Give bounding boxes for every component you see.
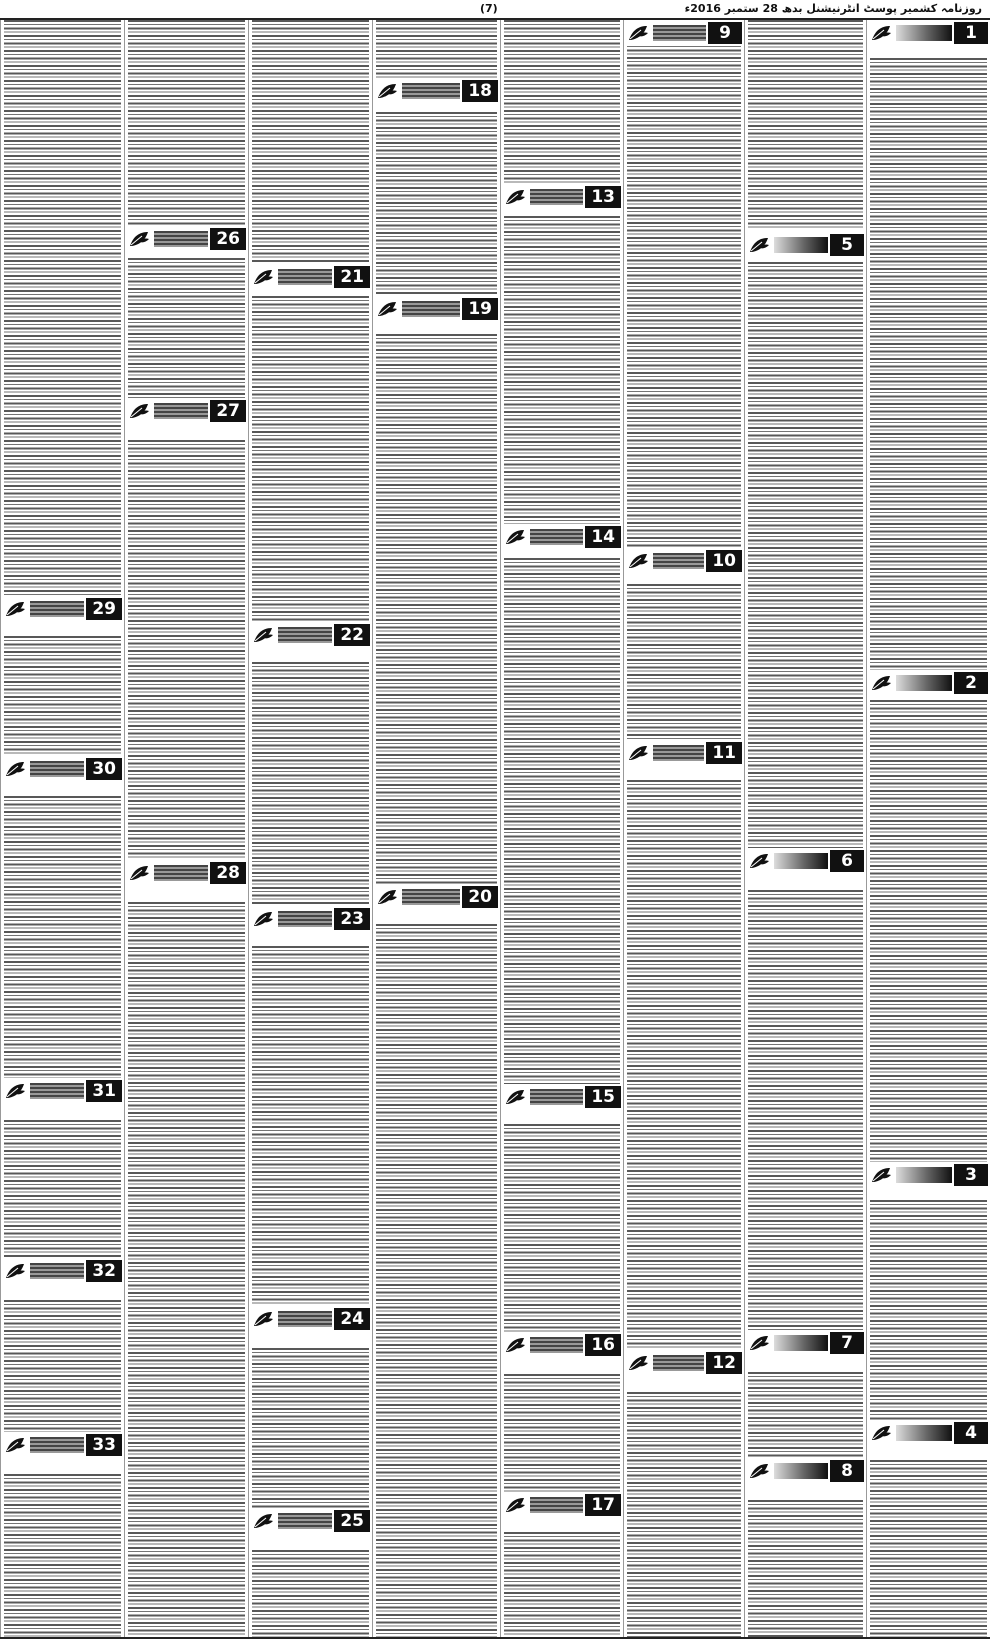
section-number: 17 (585, 1494, 621, 1516)
leaf-icon (250, 266, 276, 288)
leaf-icon (868, 1164, 894, 1186)
section-bar (402, 301, 460, 317)
section-bar (774, 853, 828, 869)
leaf-icon (250, 1308, 276, 1330)
section-bar (154, 403, 208, 419)
section-bar (30, 1437, 84, 1453)
section-badge-5 (746, 232, 864, 258)
section-bar (653, 553, 704, 569)
section-number: 9 (708, 22, 742, 44)
leaf-icon (374, 80, 400, 102)
section-number: 21 (334, 266, 370, 288)
section-number: 28 (210, 862, 246, 884)
leaf-icon (502, 1086, 528, 1108)
section-number: 19 (462, 298, 498, 320)
leaf-icon (625, 22, 651, 44)
section-bar (30, 1263, 84, 1279)
section-bar (278, 911, 332, 927)
section-number: 7 (830, 1332, 864, 1354)
section-badge-26 (126, 226, 246, 252)
section-number: 15 (585, 1086, 621, 1108)
leaf-icon (502, 1334, 528, 1356)
section-number: 11 (706, 742, 742, 764)
section-badge-31 (2, 1078, 122, 1104)
section-badge-8 (746, 1458, 864, 1484)
section-bar (278, 1311, 332, 1327)
section-bar (896, 675, 952, 691)
column-5 (372, 20, 500, 1638)
section-number: 31 (86, 1080, 122, 1102)
column-8 (0, 20, 124, 1638)
section-number: 30 (86, 758, 122, 780)
section-number: 18 (462, 80, 498, 102)
column-7 (124, 20, 248, 1638)
section-bar (154, 231, 208, 247)
page-number: (7) (480, 2, 498, 15)
leaf-icon (2, 1260, 28, 1282)
section-number: 23 (334, 908, 370, 930)
section-badge-16 (502, 1332, 621, 1358)
section-number: 32 (86, 1260, 122, 1282)
section-bar (653, 745, 704, 761)
masthead (0, 0, 990, 20)
section-badge-12 (625, 1350, 742, 1376)
section-badge-10 (625, 548, 742, 574)
section-badge-23 (250, 906, 370, 932)
section-badge-29 (2, 596, 122, 622)
column-2 (744, 20, 866, 1638)
section-bar (402, 889, 460, 905)
section-bar (774, 1463, 828, 1479)
section-number: 10 (706, 550, 742, 572)
page-footer-rule (0, 1637, 990, 1645)
section-number: 33 (86, 1434, 122, 1456)
section-bar (402, 83, 460, 99)
section-bar (278, 627, 332, 643)
section-number: 2 (954, 672, 988, 694)
section-bar (530, 1337, 583, 1353)
leaf-icon (2, 758, 28, 780)
section-bar (774, 1335, 828, 1351)
section-badge-18 (374, 78, 498, 104)
section-badge-19 (374, 296, 498, 322)
section-badge-4 (868, 1420, 988, 1446)
leaf-icon (2, 1080, 28, 1102)
section-bar (530, 1497, 583, 1513)
section-bar (30, 601, 84, 617)
leaf-icon (868, 1422, 894, 1444)
section-bar (530, 529, 583, 545)
section-number: 14 (585, 526, 621, 548)
section-badge-3 (868, 1162, 988, 1188)
section-badge-32 (2, 1258, 122, 1284)
section-bar (530, 1089, 583, 1105)
section-number: 26 (210, 228, 246, 250)
section-bar (278, 269, 332, 285)
leaf-icon (746, 1460, 772, 1482)
section-bar (530, 189, 583, 205)
section-badge-27 (126, 398, 246, 424)
section-badge-6 (746, 848, 864, 874)
section-number: 8 (830, 1460, 864, 1482)
leaf-icon (625, 1352, 651, 1374)
leaf-icon (126, 400, 152, 422)
section-bar (30, 1083, 84, 1099)
section-badge-9 (625, 20, 742, 46)
leaf-icon (746, 850, 772, 872)
leaf-icon (374, 886, 400, 908)
leaf-icon (126, 862, 152, 884)
section-bar (896, 1167, 952, 1183)
section-badge-7 (746, 1330, 864, 1356)
section-number: 20 (462, 886, 498, 908)
leaf-icon (868, 22, 894, 44)
section-bar (774, 237, 828, 253)
leaf-icon (126, 228, 152, 250)
section-number: 5 (830, 234, 864, 256)
section-number: 29 (86, 598, 122, 620)
section-badge-11 (625, 740, 742, 766)
section-number: 27 (210, 400, 246, 422)
section-badge-13 (502, 184, 621, 210)
leaf-icon (2, 1434, 28, 1456)
leaf-icon (625, 550, 651, 572)
leaf-icon (502, 186, 528, 208)
column-6 (248, 20, 372, 1638)
leaf-icon (502, 1494, 528, 1516)
section-badge-15 (502, 1084, 621, 1110)
section-badge-14 (502, 524, 621, 550)
section-number: 24 (334, 1308, 370, 1330)
section-number: 12 (706, 1352, 742, 1374)
section-bar (896, 25, 952, 41)
leaf-icon (250, 1510, 276, 1532)
column-3 (623, 20, 744, 1638)
section-badge-20 (374, 884, 498, 910)
section-badge-30 (2, 756, 122, 782)
section-bar (154, 865, 208, 881)
section-bar (278, 1513, 332, 1529)
section-badge-21 (250, 264, 370, 290)
section-badge-1 (868, 20, 988, 46)
section-bar (30, 761, 84, 777)
section-number: 22 (334, 624, 370, 646)
section-badge-28 (126, 860, 246, 886)
section-badge-25 (250, 1508, 370, 1534)
leaf-icon (2, 598, 28, 620)
leaf-icon (625, 742, 651, 764)
section-number: 6 (830, 850, 864, 872)
section-number: 1 (954, 22, 988, 44)
section-badge-22 (250, 622, 370, 648)
section-badge-17 (502, 1492, 621, 1518)
section-number: 16 (585, 1334, 621, 1356)
leaf-icon (746, 234, 772, 256)
column-4 (500, 20, 623, 1638)
leaf-icon (746, 1332, 772, 1354)
section-number: 13 (585, 186, 621, 208)
leaf-icon (374, 298, 400, 320)
section-bar (896, 1425, 952, 1441)
section-bar (653, 1355, 704, 1371)
newspaper-title: روزنامہ کشمیر پوسٹ انٹرنیشنل بدھ 28 ستمبر 2016ء (684, 2, 982, 15)
leaf-icon (868, 672, 894, 694)
section-bar (653, 25, 706, 41)
section-number: 4 (954, 1422, 988, 1444)
leaf-icon (250, 908, 276, 930)
leaf-icon (502, 526, 528, 548)
column-1 (866, 20, 990, 1638)
leaf-icon (250, 624, 276, 646)
section-number: 3 (954, 1164, 988, 1186)
section-number: 25 (334, 1510, 370, 1532)
section-badge-33 (2, 1432, 122, 1458)
section-badge-24 (250, 1306, 370, 1332)
section-badge-2 (868, 670, 988, 696)
